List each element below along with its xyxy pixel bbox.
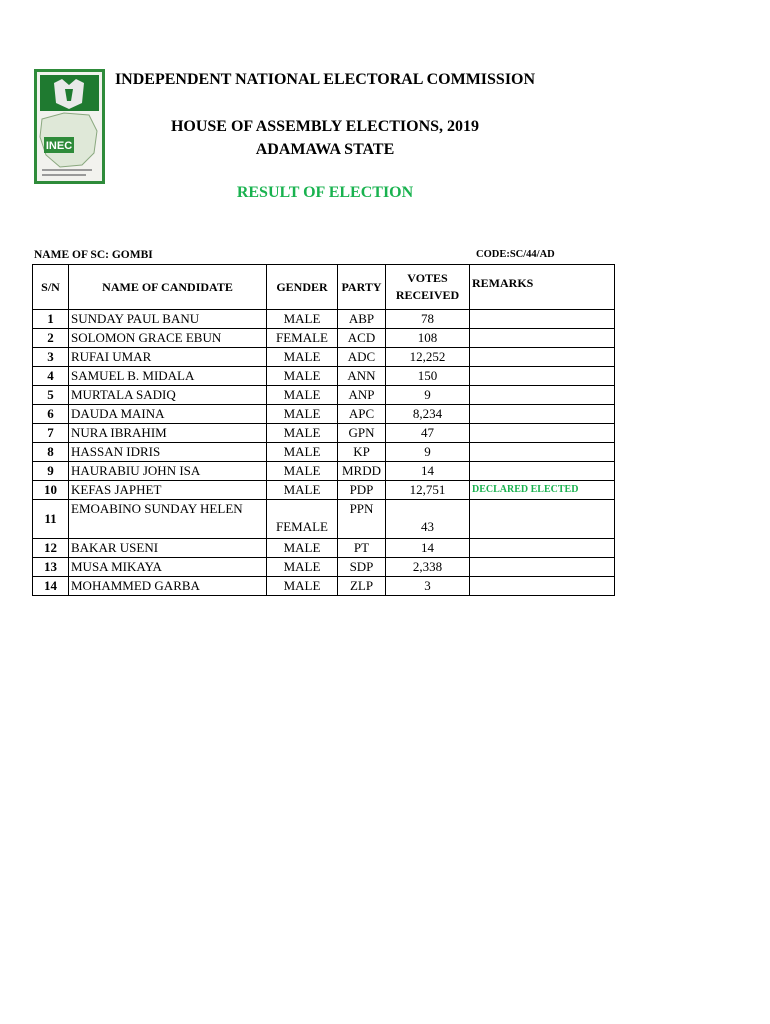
row-gender: MALE — [267, 424, 338, 443]
row-sn: 13 — [33, 558, 69, 577]
table-row — [33, 310, 615, 329]
row-votes: 78 — [386, 310, 470, 329]
result-title: RESULT OF ELECTION — [236, 184, 414, 201]
row-sn: 4 — [33, 367, 69, 386]
table-row — [33, 386, 615, 405]
row-gender: MALE — [267, 443, 338, 462]
header-votes-line2: RECEIVED — [395, 288, 460, 302]
row-candidate-name: SUNDAY PAUL BANU — [69, 310, 267, 329]
results-table — [32, 264, 615, 596]
row-remarks — [470, 443, 615, 462]
row-candidate-name: MURTALA SADIQ — [69, 386, 267, 405]
row-party: PDP — [338, 481, 386, 500]
row-votes: 9 — [386, 443, 470, 462]
row-remarks — [470, 558, 615, 577]
row-sn: 11 — [33, 500, 69, 539]
header-name: NAME OF CANDIDATE — [69, 265, 267, 310]
row-gender: MALE — [267, 481, 338, 500]
row-remarks — [470, 577, 615, 596]
row-votes: 14 — [386, 539, 470, 558]
header-sn: S/N — [33, 265, 69, 310]
row-gender: MALE — [267, 462, 338, 481]
row-sn: 2 — [33, 329, 69, 348]
header-party: PARTY — [338, 265, 386, 310]
row-party: MRDD — [338, 462, 386, 481]
row-candidate-name: KEFAS JAPHET — [69, 481, 267, 500]
row-party: ACD — [338, 329, 386, 348]
row-remarks — [470, 329, 615, 348]
row-sn: 8 — [33, 443, 69, 462]
row-party: ADC — [338, 348, 386, 367]
row-gender: FEMALE — [267, 500, 338, 539]
row-party: ABP — [338, 310, 386, 329]
row-remarks — [470, 462, 615, 481]
row-gender: MALE — [267, 386, 338, 405]
row-votes: 108 — [386, 329, 470, 348]
state-title: ADAMAWA STATE — [255, 141, 395, 158]
table-row — [33, 481, 615, 500]
row-votes: 2,338 — [386, 558, 470, 577]
row-gender: MALE — [267, 310, 338, 329]
row-votes: 150 — [386, 367, 470, 386]
row-remarks — [470, 405, 615, 424]
row-remarks — [470, 367, 615, 386]
table-row — [33, 329, 615, 348]
table-row — [33, 462, 615, 481]
row-votes: 14 — [386, 462, 470, 481]
table-row — [33, 443, 615, 462]
row-votes: 47 — [386, 424, 470, 443]
row-candidate-name: DAUDA MAINA — [69, 405, 267, 424]
header-remarks: REMARKS — [470, 265, 615, 310]
row-candidate-name: RUFAI UMAR — [69, 348, 267, 367]
row-remarks — [470, 310, 615, 329]
row-gender: MALE — [267, 367, 338, 386]
row-party: PPN — [338, 500, 386, 539]
row-candidate-name: EMOABINO SUNDAY HELEN — [69, 500, 267, 539]
header-votes-line1: VOTES — [407, 271, 448, 285]
row-remarks — [470, 386, 615, 405]
row-party: PT — [338, 539, 386, 558]
row-party: SDP — [338, 558, 386, 577]
sc-code: CODE:SC/44/AD — [476, 249, 555, 260]
row-remarks — [470, 424, 615, 443]
sc-name: NAME OF SC: GOMBI — [34, 249, 153, 261]
row-sn: 14 — [33, 577, 69, 596]
row-candidate-name: BAKAR USENI — [69, 539, 267, 558]
row-votes: 12,751 — [386, 481, 470, 500]
row-party: GPN — [338, 424, 386, 443]
row-candidate-name: MOHAMMED GARBA — [69, 577, 267, 596]
header-votes — [386, 265, 470, 310]
row-party: ANN — [338, 367, 386, 386]
row-gender: MALE — [267, 405, 338, 424]
row-party: KP — [338, 443, 386, 462]
row-sn: 12 — [33, 539, 69, 558]
table-row — [33, 348, 615, 367]
row-sn: 10 — [33, 481, 69, 500]
row-votes: 9 — [386, 386, 470, 405]
row-votes: 3 — [386, 577, 470, 596]
row-gender: MALE — [267, 539, 338, 558]
row-candidate-name: SOLOMON GRACE EBUN — [69, 329, 267, 348]
row-candidate-name: MUSA MIKAYA — [69, 558, 267, 577]
svg-text:INEC: INEC — [45, 140, 73, 152]
table-row — [33, 500, 615, 539]
header-gender: GENDER — [267, 265, 338, 310]
row-candidate-name: HASSAN IDRIS — [69, 443, 267, 462]
row-remarks: DECLARED ELECTED — [470, 481, 615, 500]
row-sn: 6 — [33, 405, 69, 424]
row-candidate-name: SAMUEL B. MIDALA — [69, 367, 267, 386]
row-gender: MALE — [267, 577, 338, 596]
row-sn: 1 — [33, 310, 69, 329]
row-votes: 8,234 — [386, 405, 470, 424]
table-row — [33, 558, 615, 577]
row-gender: MALE — [267, 558, 338, 577]
row-remarks — [470, 348, 615, 367]
table-row — [33, 577, 615, 596]
table-row — [33, 539, 615, 558]
row-sn: 7 — [33, 424, 69, 443]
row-votes: 12,252 — [386, 348, 470, 367]
table-row — [33, 405, 615, 424]
commission-title: INDEPENDENT NATIONAL ELECTORAL COMMISSION — [114, 71, 536, 88]
table-header-row — [33, 265, 615, 310]
row-sn: 9 — [33, 462, 69, 481]
election-title: HOUSE OF ASSEMBLY ELECTIONS, 2019 — [170, 118, 480, 135]
row-remarks — [470, 539, 615, 558]
row-candidate-name: HAURABIU JOHN ISA — [69, 462, 267, 481]
row-gender: MALE — [267, 348, 338, 367]
row-remarks — [470, 500, 615, 539]
row-votes: 43 — [386, 500, 470, 539]
row-party: ANP — [338, 386, 386, 405]
row-sn: 5 — [33, 386, 69, 405]
row-sn: 3 — [33, 348, 69, 367]
row-candidate-name: NURA IBRAHIM — [69, 424, 267, 443]
table-row — [33, 424, 615, 443]
row-party: APC — [338, 405, 386, 424]
row-party: ZLP — [338, 577, 386, 596]
row-gender: FEMALE — [267, 329, 338, 348]
table-row — [33, 367, 615, 386]
